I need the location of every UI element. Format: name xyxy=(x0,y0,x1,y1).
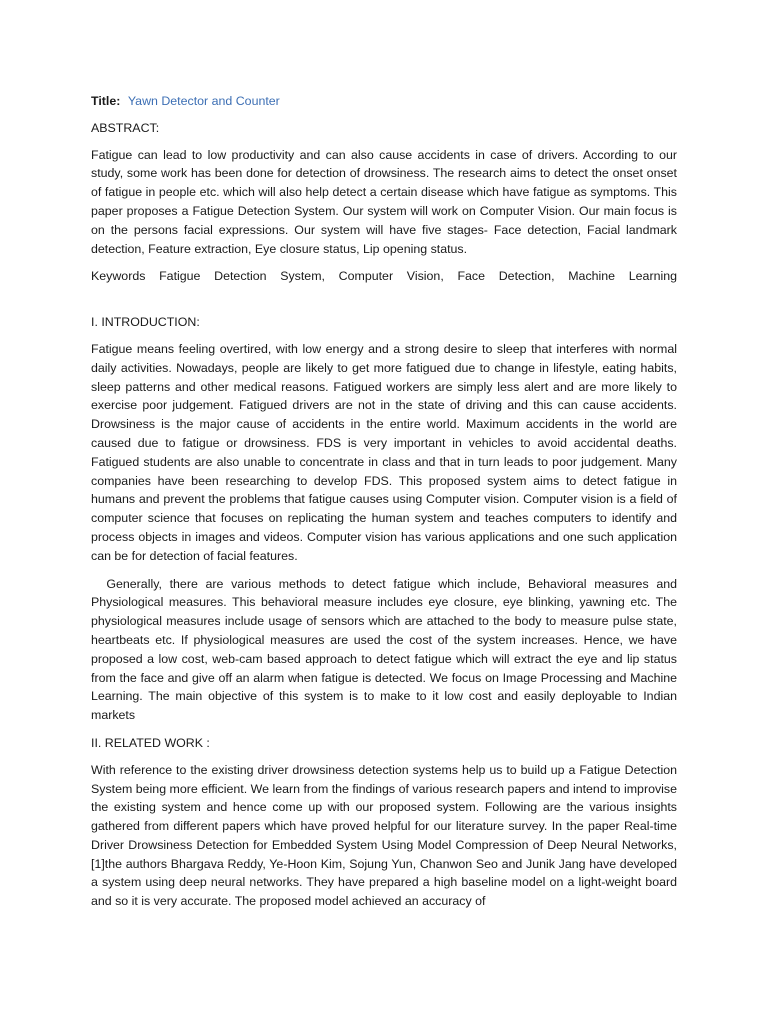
introduction-heading: I. INTRODUCTION: xyxy=(91,315,200,330)
title-line xyxy=(91,92,677,111)
introduction-paragraph-1: Fatigue means feeling overtired, with low energy and a strong desire to sleep that interferes with normal daily activities. Nowadays, people are likely to get more fatigued due to change in lifestyle, eating habits, sleep patterns and other medical reasons. Fatigued workers are simply less alert and are more likely to exercise poor judgement. Fatigued drivers are not in the state of driving and this can cause accidents. Drowsiness is the major cause of accidents in the entire world. Maximum accidents in the world are caused due to fatigue or drowsiness. FDS is very important in vehicles to avoid accidental deaths. Fatigued students are also unable to concentrate in class and that in turn leads to poor judgement. Many companies have been researching to develop FDS. This proposed system aims to detect fatigue in humans and prevent the problems that fatigue causes using Computer vision. Computer vision is a field of computer science that focuses on replicating the human system and teaches computers to identify and process objects in images and videos. Computer vision has various applications and one such application can be for detection of facial features. xyxy=(91,341,677,563)
abstract-text: Fatigue can lead to low productivity and can also cause accidents in case of drivers. According to our study, some work has been done for detection of drowsiness. The research aims to detect the onset onset of fatigue in people etc. which will also help detect a certain disease which have fatigue as symptoms. This paper proposes a Fatigue Detection System. Our system will work on Computer Vision. Our main focus is on the persons facial expressions. Our system will have five stages- Face detection, Facial landmark detection, Feature extraction, Eye closure status, Lip opening status. xyxy=(91,147,677,256)
introduction-paragraph-2: Generally, there are various methods to detect fatigue which include, Behavioral measures and Physiological measures. This behavioral measure includes eye closure, eye blinking, yawning etc. The physiological measures include usage of sensors which are attached to the body to measure pulse state, heartbeats etc. If physiological measures are used the cost of the system increases. Hence, we have proposed a low cost, web-cam based approach to detect fatigue which will extract the eye and lip status from the face and give off an alarm when fatigue is detected. We focus on Image Processing and Machine Learning. The main objective of this system is to make to it low cost and easily deployable to Indian markets xyxy=(91,576,677,723)
document-page xyxy=(91,92,677,920)
title-label: Title: xyxy=(91,94,121,108)
paper-title: Yawn Detector and Counter xyxy=(127,94,280,108)
related-work-heading: II. RELATED WORK : xyxy=(91,735,210,750)
related-work-text: With reference to the existing driver drowsiness detection systems help us to build up a Fatigue Detection System being more efficient. We learn from the findings of various research papers and intend to improvise the existing system and hence come up with our proposed system. Following are the various insights gathered from different papers which have proved helpful for our literature survey. In the paper Real-time Driver Drowsiness Detection for Embedded System Using Model Compression of Deep Neural Networks,[1]the authors Bhargava Reddy, Ye-Hoon Kim, Sojung Yun, Chanwon Seo and Junik Jang have developed a system using deep neural networks. They have prepared a high baseline model on a light-weight board and so it is very accurate. The proposed model achieved an accuracy of xyxy=(91,762,677,909)
abstract-heading: ABSTRACT: xyxy=(91,120,160,135)
keywords-line: Keywords Fatigue Detection System, Computer Vision, Face Detection, Machine Learning xyxy=(91,269,677,284)
